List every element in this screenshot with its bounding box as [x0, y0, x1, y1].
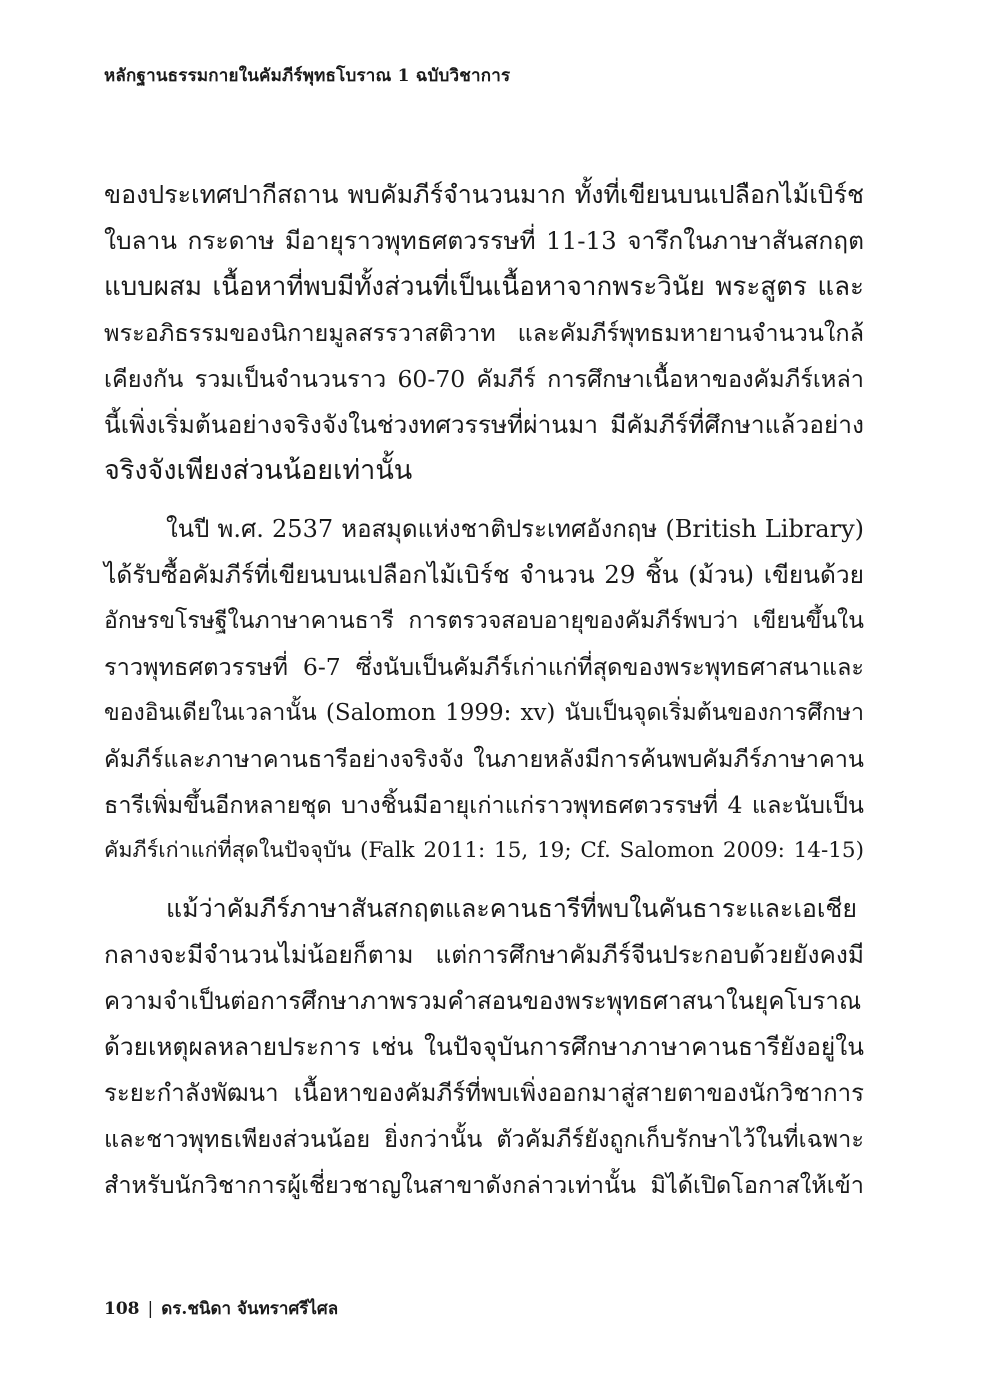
- text-line: ของอินเดียในเวลานั้น (Salomon 1999: xv) นับเป็นจุดเริ่มต้นของการศึกษา: [104, 700, 864, 726]
- text-line: ความจำเป็นต่อการศึกษาภาพรวมคำสอนของพระพุทธศาสนาในยุคโบราณ: [104, 987, 862, 1015]
- text-line: คัมภีร์เก่าแก่ที่สุดในปัจจุบัน (Falk 2011: 15, 19; Cf. Salomon 2009: 14-15): [104, 838, 864, 863]
- text-line: ราวพุทธศตวรรษที่ 6-7 ซึ่งนับเป็นคัมภีร์เก่าแก่ที่สุดของพระพุทธศาสนาและ: [104, 653, 864, 681]
- text-line: กลางจะมีจำนวนไม่น้อยก็ตาม แต่การศึกษาคัมภีร์จีนประกอบด้วยยังคงมี: [104, 940, 864, 969]
- page-footer: [104, 1295, 338, 1322]
- text-line: จริงจังเพียงส่วนน้อยเท่านั้น: [104, 455, 413, 486]
- page-number: 108: [104, 1299, 140, 1319]
- footer-separator: |: [147, 1299, 154, 1319]
- text-line: พระอภิธรรมของนิกายมูลสรรวาสติวาท และคัมภีร์พุทธมหายานจำนวนใกล้: [104, 319, 864, 347]
- text-line: และชาวพุทธเพียงส่วนน้อย ยิ่งกว่านั้น ตัวคัมภีร์ยังถูกเก็บรักษาไว้ในที่เฉพาะ: [104, 1125, 864, 1153]
- text-line: เคียงกัน รวมเป็นจำนวนราว 60-70 คัมภีร์ การศึกษาเนื้อหาของคัมภีร์เหล่า: [104, 365, 864, 393]
- paragraph-1: [104, 172, 864, 494]
- text-line: อักษรขโรษฐีในภาษาคานธารี การตรวจสอบอายุของคัมภีร์พบว่า เขียนขึ้นใน: [104, 608, 864, 634]
- text-line: คัมภีร์และภาษาคานธารีอย่างจริงจัง ในภายหลังมีการค้นพบคัมภีร์ภาษาคาน: [104, 745, 864, 773]
- text-line: ในปี พ.ศ. 2537 หอสมุดแห่งชาติประเทศอังกฤษ (British Library): [166, 515, 864, 543]
- text-line: ด้วยเหตุผลหลายประการ เช่น ในปัจจุบันการศึกษาภาษาคานธารียังอยู่ใน: [104, 1032, 864, 1061]
- text-line: ธารีเพิ่มขึ้นอีกหลายชุด บางชิ้นมีอายุเก่าแก่ราวพุทธศตวรรษที่ 4 และนับเป็น: [104, 791, 864, 819]
- text-line: ระยะกำลังพัฒนา เนื้อหาของคัมภีร์ที่พบเพิ่งออกมาสู่สายตาของนักวิชาการ: [104, 1079, 864, 1107]
- text-line: นี้เพิ่งเริ่มต้นอย่างจริงจังในช่วงทศวรรษที่ผ่านมา มีคัมภีร์ที่ศึกษาแล้วอย่าง: [104, 410, 864, 439]
- text-line: ใบลาน กระดาษ มีอายุราวพุทธศตวรรษที่ 11-13 จารึกในภาษาสันสกฤต: [104, 226, 864, 255]
- footer-author: ดร.ชนิดา จันทราศรีไศล: [161, 1299, 339, 1319]
- text-line: ได้รับซื้อคัมภีร์ที่เขียนบนเปลือกไม้เบิร์ช จำนวน 29 ชิ้น (ม้วน) เขียนด้วย: [104, 560, 864, 589]
- paragraph-2: [104, 506, 864, 874]
- running-header: หลักฐานธรรมกายในคัมภีร์พุทธโบราณ 1 ฉบับวิชาการ: [104, 66, 511, 86]
- text-line: ของประเทศปากีสถาน พบคัมภีร์จำนวนมาก ทั้งที่เขียนบนเปลือกไม้เบิร์ช: [104, 180, 864, 209]
- text-line: สำหรับนักวิชาการผู้เชี่ยวชาญในสาขาดังกล่าวเท่านั้น มิได้เปิดโอกาสให้เข้า: [104, 1171, 864, 1199]
- text-line: แบบผสม เนื้อหาที่พบมีทั้งส่วนที่เป็นเนื้อหาจากพระวินัย พระสูตร และ: [104, 272, 864, 302]
- body-text: [104, 172, 864, 1208]
- text-line: แม้ว่าคัมภีร์ภาษาสันสกฤตและคานธารีที่พบในคันธาระและเอเชีย: [166, 894, 858, 923]
- paragraph-3: [104, 886, 864, 1208]
